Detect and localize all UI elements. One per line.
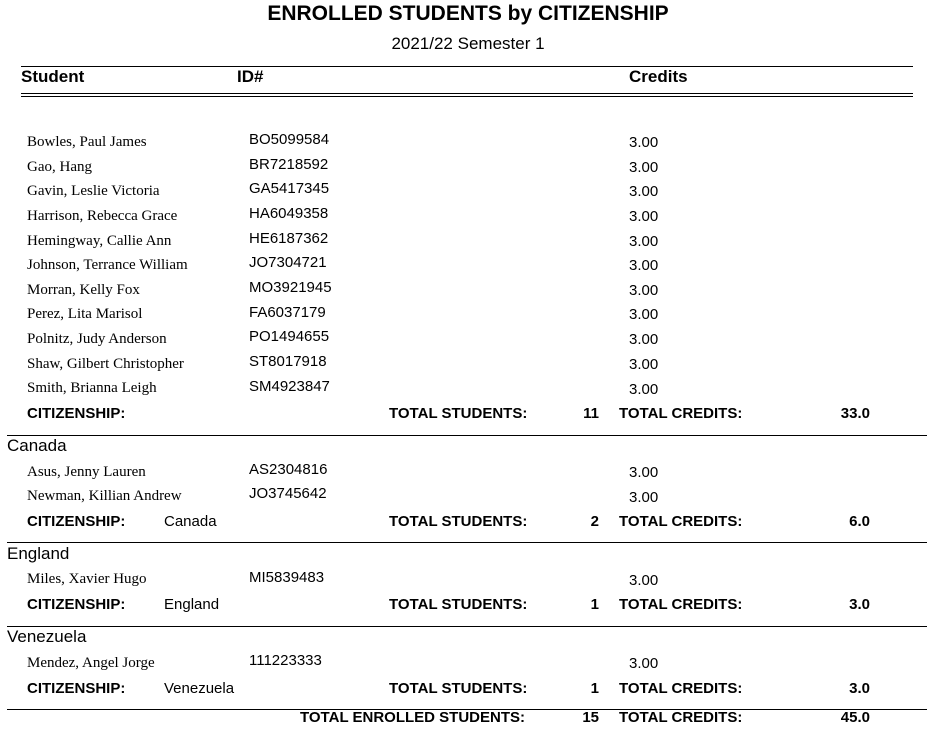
student-credits: 3.00 <box>629 356 659 373</box>
total-credits-value: 33.0 <box>840 405 870 422</box>
student-id: ST8017918 <box>249 353 327 370</box>
student-id: GA5417345 <box>249 180 330 197</box>
student-name: Morran, Kelly Fox <box>27 282 140 298</box>
student-credits: 3.00 <box>629 306 659 323</box>
student-name: Perez, Lita Marisol <box>27 306 143 322</box>
header-double-rule-top <box>21 93 913 94</box>
student-id: MO3921945 <box>249 279 332 296</box>
group-divider <box>7 626 927 627</box>
report-subtitle: 2021/22 Semester 1 <box>391 34 545 53</box>
student-credits: 3.00 <box>629 134 659 151</box>
student-name: Miles, Xavier Hugo <box>27 571 147 587</box>
citizenship-value: England <box>164 596 220 613</box>
student-credits: 3.00 <box>629 257 659 274</box>
column-header-id: ID# <box>237 67 264 86</box>
total-students-label: TOTAL STUDENTS: <box>389 513 528 530</box>
student-id: AS2304816 <box>249 461 328 478</box>
total-students-label: TOTAL STUDENTS: <box>389 405 528 422</box>
total-credits-label: TOTAL CREDITS: <box>619 513 743 530</box>
grand-total-credits-value: 45.0 <box>840 709 870 726</box>
student-id: SM4923847 <box>249 378 330 395</box>
student-name: Bowles, Paul James <box>27 134 147 150</box>
student-credits: 3.00 <box>629 183 659 200</box>
student-credits: 3.00 <box>629 464 659 481</box>
student-name: Shaw, Gilbert Christopher <box>27 356 184 372</box>
group-heading: Venezuela <box>7 627 87 646</box>
total-credits-label: TOTAL CREDITS: <box>619 405 743 422</box>
group-heading: Canada <box>7 436 67 455</box>
student-name: Asus, Jenny Lauren <box>27 464 146 480</box>
citizenship-label: CITIZENSHIP: <box>27 513 126 530</box>
grand-total-credits-label: TOTAL CREDITS: <box>619 709 743 726</box>
student-name: Hemingway, Callie Ann <box>27 233 172 249</box>
student-id: HA6049358 <box>249 205 329 222</box>
student-credits: 3.00 <box>629 208 659 225</box>
student-id: PO1494655 <box>249 328 330 345</box>
total-students-value: 1 <box>590 680 599 697</box>
total-credits-value: 3.0 <box>849 596 870 613</box>
group-heading: England <box>7 544 70 563</box>
header-top-rule <box>21 66 913 67</box>
student-id: BR7218592 <box>249 156 329 173</box>
citizenship-label: CITIZENSHIP: <box>27 680 126 697</box>
total-students-value: 1 <box>590 596 599 613</box>
student-id: 111223333 <box>249 652 322 669</box>
student-credits: 3.00 <box>629 282 659 299</box>
student-name: Johnson, Terrance William <box>27 257 188 273</box>
citizenship-label: CITIZENSHIP: <box>27 596 126 613</box>
column-header-credits: Credits <box>629 67 688 86</box>
total-credits-label: TOTAL CREDITS: <box>619 596 743 613</box>
student-credits: 3.00 <box>629 381 659 398</box>
student-name: Gao, Hang <box>27 159 92 175</box>
total-credits-value: 6.0 <box>849 513 870 530</box>
student-id: JO3745642 <box>249 485 327 502</box>
total-enrolled-label: TOTAL ENROLLED STUDENTS: <box>300 709 525 726</box>
student-name: Newman, Killian Andrew <box>27 488 182 504</box>
student-id: BO5099584 <box>249 131 330 148</box>
student-credits: 3.00 <box>629 331 659 348</box>
report-title: ENROLLED STUDENTS by CITIZENSHIP <box>267 2 669 25</box>
student-credits: 3.00 <box>629 572 659 589</box>
total-credits-value: 3.0 <box>849 680 870 697</box>
student-name: Mendez, Angel Jorge <box>27 655 155 671</box>
student-credits: 3.00 <box>629 489 659 506</box>
total-credits-label: TOTAL CREDITS: <box>619 680 743 697</box>
student-id: FA6037179 <box>249 304 326 321</box>
total-students-value: 11 <box>583 405 599 422</box>
total-students-value: 2 <box>590 513 599 530</box>
citizenship-label: CITIZENSHIP: <box>27 405 126 422</box>
group-divider <box>7 542 927 543</box>
student-name: Smith, Brianna Leigh <box>27 380 157 396</box>
citizenship-value: Venezuela <box>164 680 235 697</box>
citizenship-value: Canada <box>164 513 217 530</box>
total-students-label: TOTAL STUDENTS: <box>389 596 528 613</box>
student-id: MI5839483 <box>249 569 325 586</box>
total-enrolled-value: 15 <box>582 709 599 726</box>
header-double-rule-bottom <box>21 96 913 97</box>
student-name: Harrison, Rebecca Grace <box>27 208 178 224</box>
student-credits: 3.00 <box>629 655 659 672</box>
group-divider <box>7 435 927 436</box>
student-name: Gavin, Leslie Victoria <box>27 183 160 199</box>
column-header-student: Student <box>21 67 85 86</box>
student-id: JO7304721 <box>249 254 327 271</box>
student-id: HE6187362 <box>249 230 329 247</box>
student-credits: 3.00 <box>629 159 659 176</box>
total-students-label: TOTAL STUDENTS: <box>389 680 528 697</box>
student-credits: 3.00 <box>629 233 659 250</box>
student-name: Polnitz, Judy Anderson <box>27 331 167 347</box>
